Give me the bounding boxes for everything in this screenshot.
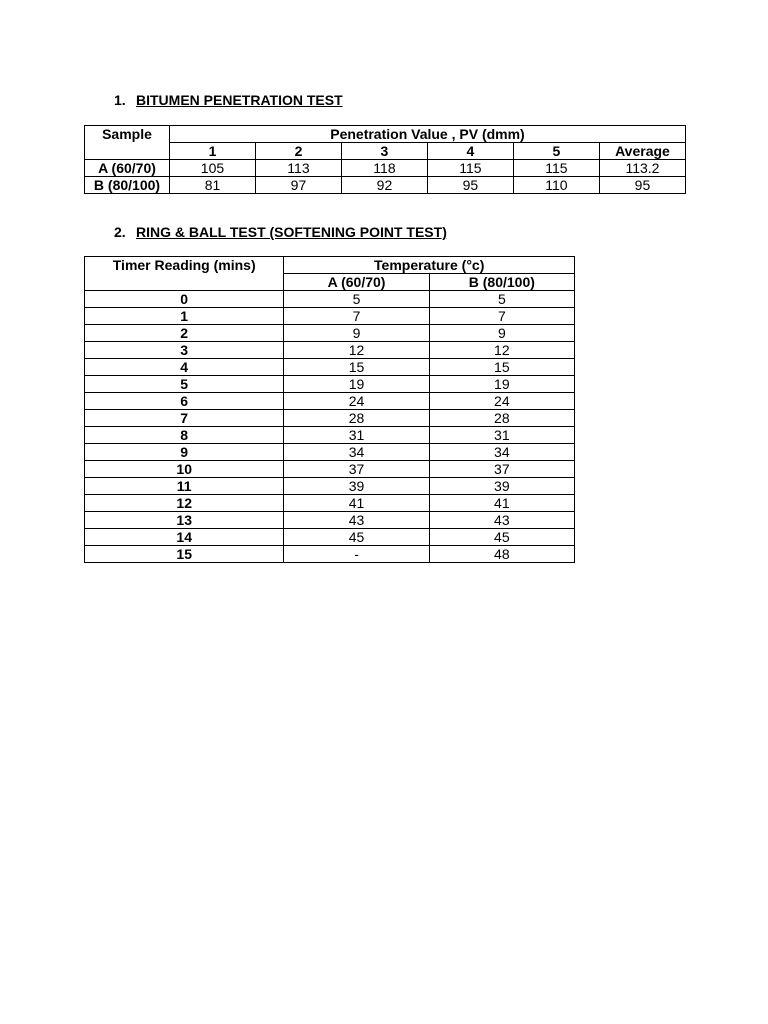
penetration-value-cell: 115 (513, 160, 599, 177)
softening-row (85, 427, 575, 444)
softening-row (85, 495, 575, 512)
softening-row (85, 308, 575, 325)
softening-row (85, 512, 575, 529)
timer-reading-cell: 2 (85, 325, 284, 342)
timer-reading-cell: 4 (85, 359, 284, 376)
temperature-b-cell: 28 (429, 410, 574, 427)
timer-reading-cell: 7 (85, 410, 284, 427)
temperature-b-cell: 45 (429, 529, 574, 546)
penetration-value-header: Penetration Value , PV (dmm) (169, 126, 685, 143)
softening-row (85, 359, 575, 376)
temperature-a-cell: 28 (284, 410, 429, 427)
softening-row (85, 393, 575, 410)
penetration-value-cell: 118 (341, 160, 427, 177)
penetration-table (84, 125, 686, 194)
softening-point-table (84, 256, 575, 563)
reading-2-header: 2 (255, 143, 341, 160)
timer-reading-cell: 3 (85, 342, 284, 359)
softening-row (85, 461, 575, 478)
section-1-number: 1. (114, 92, 126, 108)
penetration-row (85, 177, 686, 194)
average-cell: 95 (599, 177, 685, 194)
temperature-a-cell: 24 (284, 393, 429, 410)
temperature-a-cell: 41 (284, 495, 429, 512)
softening-header-row (85, 257, 575, 274)
timer-reading-cell: 1 (85, 308, 284, 325)
temperature-a-cell: 7 (284, 308, 429, 325)
timer-reading-cell: 12 (85, 495, 284, 512)
timer-reading-cell: 9 (85, 444, 284, 461)
temperature-header: Temperature (°c) (284, 257, 575, 274)
penetration-value-cell: 81 (169, 177, 255, 194)
temperature-a-cell: 37 (284, 461, 429, 478)
softening-row (85, 529, 575, 546)
penetration-value-cell: 92 (341, 177, 427, 194)
section-2-title: RING & BALL TEST (SOFTENING POINT TEST) (136, 224, 447, 240)
section-1-heading (114, 92, 343, 108)
penetration-header-row (85, 126, 686, 143)
sample-cell: A (60/70) (85, 160, 170, 177)
penetration-value-cell: 95 (427, 177, 513, 194)
temperature-a-cell: 43 (284, 512, 429, 529)
timer-reading-cell: 0 (85, 291, 284, 308)
section-1-title: BITUMEN PENETRATION TEST (136, 92, 343, 108)
softening-row (85, 342, 575, 359)
reading-4-header: 4 (427, 143, 513, 160)
penetration-subheader-row (85, 143, 686, 160)
penetration-value-cell: 97 (255, 177, 341, 194)
temperature-a-cell: 45 (284, 529, 429, 546)
softening-row (85, 376, 575, 393)
timer-reading-cell: 15 (85, 546, 284, 563)
softening-row (85, 478, 575, 495)
sample-cell: B (80/100) (85, 177, 170, 194)
temperature-b-cell: 24 (429, 393, 574, 410)
average-cell: 113.2 (599, 160, 685, 177)
temperature-a-cell: 34 (284, 444, 429, 461)
timer-reading-cell: 8 (85, 427, 284, 444)
timer-reading-cell: 10 (85, 461, 284, 478)
softening-row (85, 325, 575, 342)
section-2-number: 2. (114, 224, 126, 240)
temperature-a-cell: 31 (284, 427, 429, 444)
temperature-a-cell: 9 (284, 325, 429, 342)
timer-reading-cell: 5 (85, 376, 284, 393)
temperature-b-cell: 31 (429, 427, 574, 444)
temperature-b-cell: 48 (429, 546, 574, 563)
reading-1-header: 1 (169, 143, 255, 160)
penetration-value-cell: 115 (427, 160, 513, 177)
softening-body (85, 291, 575, 563)
softening-row (85, 546, 575, 563)
timer-reading-cell: 14 (85, 529, 284, 546)
sample-header: Sample (85, 126, 170, 160)
temperature-a-cell: 39 (284, 478, 429, 495)
reading-3-header: 3 (341, 143, 427, 160)
reading-5-header: 5 (513, 143, 599, 160)
sample-a-header: A (60/70) (284, 274, 429, 291)
penetration-value-cell: 110 (513, 177, 599, 194)
softening-row (85, 291, 575, 308)
softening-row (85, 444, 575, 461)
sample-b-header: B (80/100) (429, 274, 574, 291)
temperature-b-cell: 34 (429, 444, 574, 461)
temperature-a-cell: 12 (284, 342, 429, 359)
temperature-b-cell: 9 (429, 325, 574, 342)
timer-reading-cell: 11 (85, 478, 284, 495)
penetration-value-cell: 113 (255, 160, 341, 177)
softening-row (85, 410, 575, 427)
temperature-b-cell: 12 (429, 342, 574, 359)
temperature-b-cell: 39 (429, 478, 574, 495)
penetration-value-cell: 105 (169, 160, 255, 177)
temperature-a-cell: 5 (284, 291, 429, 308)
temperature-a-cell: 15 (284, 359, 429, 376)
temperature-b-cell: 41 (429, 495, 574, 512)
temperature-a-cell: - (284, 546, 429, 563)
timer-reading-cell: 13 (85, 512, 284, 529)
temperature-b-cell: 15 (429, 359, 574, 376)
penetration-row (85, 160, 686, 177)
timer-reading-cell: 6 (85, 393, 284, 410)
temperature-b-cell: 7 (429, 308, 574, 325)
temperature-a-cell: 19 (284, 376, 429, 393)
timer-reading-header: Timer Reading (mins) (85, 257, 284, 291)
penetration-body (85, 160, 686, 194)
temperature-b-cell: 19 (429, 376, 574, 393)
temperature-b-cell: 37 (429, 461, 574, 478)
temperature-b-cell: 43 (429, 512, 574, 529)
section-2-heading (114, 224, 447, 240)
temperature-b-cell: 5 (429, 291, 574, 308)
average-header: Average (599, 143, 685, 160)
